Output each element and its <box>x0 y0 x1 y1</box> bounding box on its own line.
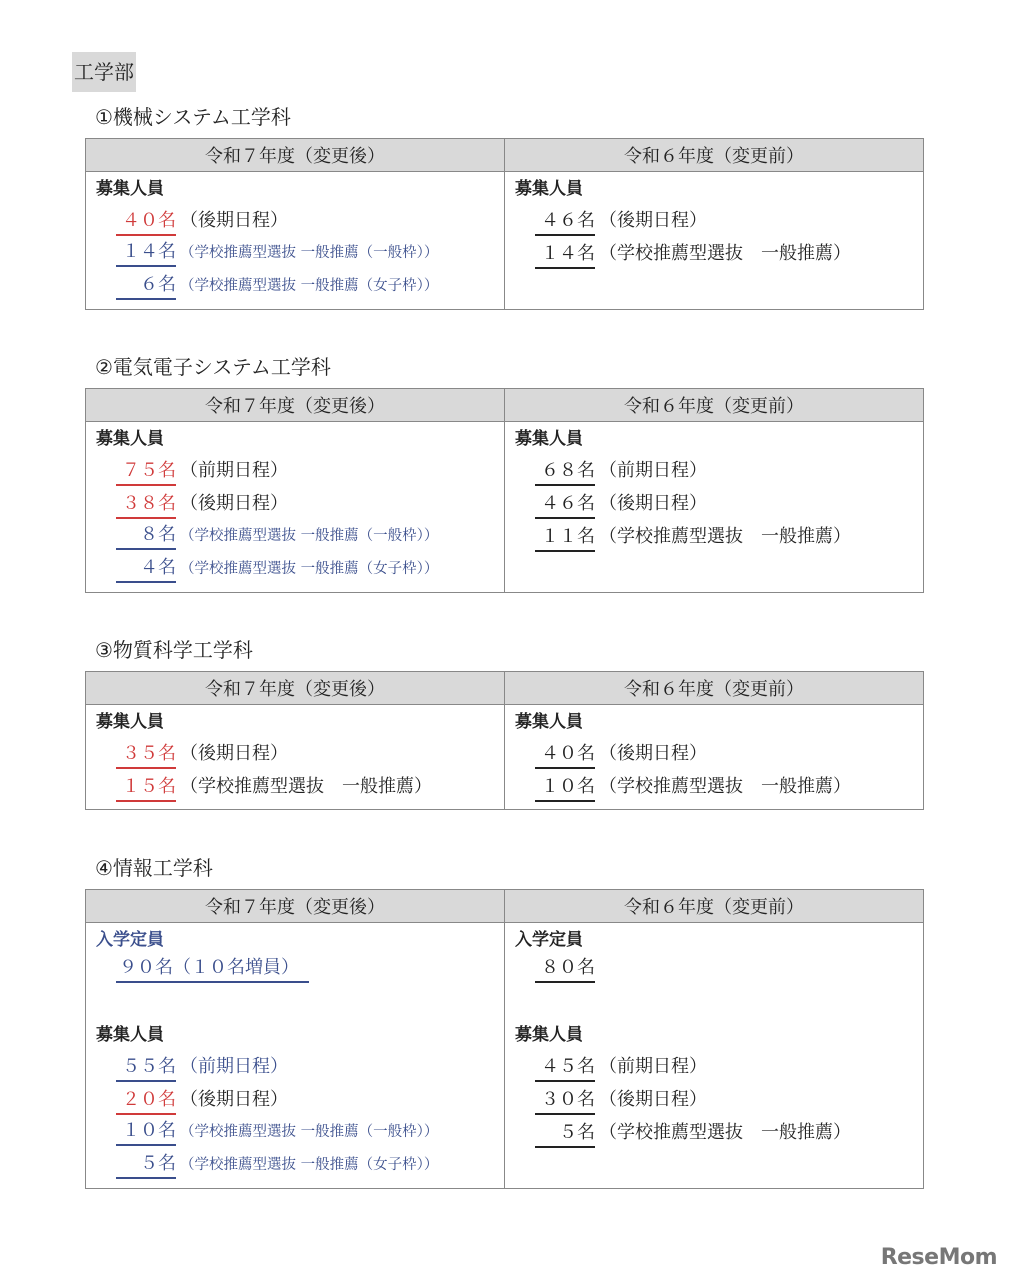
quota-number: ５名 <box>116 1151 176 1179</box>
header-old: 令和６年度（変更前） <box>505 672 924 705</box>
quota-row <box>515 454 923 487</box>
department-title: ④情報工学科 <box>95 856 213 880</box>
group-heading: 募集人員 <box>515 179 583 199</box>
quota-label: （学校推薦型選抜 一般推薦（女子枠）） <box>180 1157 439 1173</box>
quota-row <box>96 204 504 237</box>
quota-number: ９０名（１０名増員） <box>116 955 309 983</box>
quota-label: （学校推薦型選抜 一般推薦（一般枠）） <box>180 1124 439 1140</box>
comparison-table <box>85 671 924 810</box>
group-heading: 募集人員 <box>515 429 583 449</box>
quota-row <box>515 487 923 520</box>
quota-label: （学校推薦型選抜 一般推薦（一般枠）） <box>180 245 439 261</box>
quota-row <box>96 737 504 770</box>
quota-row <box>515 737 923 770</box>
header-old: 令和６年度（変更前） <box>505 389 924 422</box>
group-heading: 募集人員 <box>96 429 164 449</box>
quota-row <box>96 955 504 988</box>
quota-number: １０名 <box>116 1118 176 1146</box>
quota-number: ８名 <box>116 522 176 550</box>
quota-row <box>96 770 504 803</box>
quota-label: （前期日程） <box>180 460 288 481</box>
cell-new <box>86 923 505 1189</box>
quota-label: （学校推薦型選抜 一般推薦） <box>599 243 851 264</box>
quota-label: （学校推薦型選抜 一般推薦） <box>599 1122 851 1143</box>
quota-label: （後期日程） <box>599 210 707 231</box>
group-heading: 募集人員 <box>96 179 164 199</box>
quota-number: １４名 <box>535 241 595 269</box>
quota-row <box>515 770 923 803</box>
group-heading: 募集人員 <box>515 1025 583 1045</box>
header-old: 令和６年度（変更前） <box>505 139 924 172</box>
cell-old <box>505 705 924 810</box>
quota-number: ４名 <box>116 555 176 583</box>
department-title: ②電気電子システム工学科 <box>95 355 331 379</box>
quota-label: （後期日程） <box>599 743 707 764</box>
quota-number: １５名 <box>116 774 176 802</box>
cell-new <box>86 172 505 310</box>
group-heading: 募集人員 <box>96 1025 164 1045</box>
quota-row <box>515 237 923 270</box>
quota-label: （前期日程） <box>599 460 707 481</box>
quota-number: ４０名 <box>535 741 595 769</box>
quota-row <box>96 270 504 303</box>
quota-label: （学校推薦型選抜 一般推薦（女子枠）） <box>180 561 439 577</box>
quota-label: （後期日程） <box>599 1089 707 1110</box>
quota-label: （学校推薦型選抜 一般推薦） <box>599 526 851 547</box>
quota-label: （学校推薦型選抜 一般推薦） <box>180 776 432 797</box>
department-title: ①機械システム工学科 <box>95 105 291 129</box>
faculty-label: 工学部 <box>72 52 136 92</box>
cell-new <box>86 422 505 593</box>
cell-old <box>505 923 924 1189</box>
quota-label: （学校推薦型選抜 一般推薦） <box>599 776 851 797</box>
quota-number: ３５名 <box>116 741 176 769</box>
quota-number: １４名 <box>116 239 176 267</box>
quota-row <box>515 1050 923 1083</box>
department-title: ③物質科学工学科 <box>95 638 253 662</box>
group-heading: 入学定員 <box>515 930 583 950</box>
cell-new <box>86 705 505 810</box>
quota-number: ４６名 <box>535 208 595 236</box>
quota-number: １０名 <box>535 774 595 802</box>
quota-row <box>96 487 504 520</box>
header-old: 令和６年度（変更前） <box>505 890 924 923</box>
quota-row <box>96 520 504 553</box>
quota-row <box>96 1050 504 1083</box>
quota-row <box>96 553 504 586</box>
comparison-table <box>85 388 924 593</box>
quota-row <box>96 1149 504 1182</box>
quota-label: （学校推薦型選抜 一般推薦（女子枠）） <box>180 278 439 294</box>
quota-row <box>515 1083 923 1116</box>
quota-row <box>96 454 504 487</box>
header-new: 令和７年度（変更後） <box>86 672 505 705</box>
quota-number: ３０名 <box>535 1087 595 1115</box>
quota-number: ６名 <box>116 272 176 300</box>
quota-row <box>96 1083 504 1116</box>
quota-number: ８０名 <box>535 955 595 983</box>
quota-row <box>515 1116 923 1149</box>
quota-label: （後期日程） <box>180 493 288 514</box>
group-heading: 募集人員 <box>96 712 164 732</box>
quota-row <box>515 955 923 988</box>
resemom-logo: ReseMom <box>880 1245 997 1270</box>
quota-label: （後期日程） <box>180 210 288 231</box>
cell-old <box>505 422 924 593</box>
quota-label: （後期日程） <box>180 743 288 764</box>
comparison-table <box>85 889 924 1189</box>
header-new: 令和７年度（変更後） <box>86 139 505 172</box>
quota-number: １１名 <box>535 524 595 552</box>
quota-label: （後期日程） <box>599 493 707 514</box>
quota-number: ４０名 <box>116 208 176 236</box>
quota-number: ４５名 <box>535 1054 595 1082</box>
cell-old <box>505 172 924 310</box>
quota-number: ２０名 <box>116 1087 176 1115</box>
header-new: 令和７年度（変更後） <box>86 890 505 923</box>
quota-label: （後期日程） <box>180 1089 288 1110</box>
group-heading: 募集人員 <box>515 712 583 732</box>
quota-number: ４６名 <box>535 491 595 519</box>
quota-row <box>96 1116 504 1149</box>
quota-row <box>515 204 923 237</box>
quota-number: ５５名 <box>116 1054 176 1082</box>
comparison-table <box>85 138 924 310</box>
quota-label: （前期日程） <box>599 1056 707 1077</box>
quota-label: （学校推薦型選抜 一般推薦（一般枠）） <box>180 528 439 544</box>
quota-row <box>96 237 504 270</box>
group-heading: 入学定員 <box>96 930 164 950</box>
header-new: 令和７年度（変更後） <box>86 389 505 422</box>
quota-number: ３８名 <box>116 491 176 519</box>
quota-number: ７５名 <box>116 458 176 486</box>
quota-number: ５名 <box>535 1120 595 1148</box>
quota-row <box>515 520 923 553</box>
quota-label: （前期日程） <box>180 1056 288 1077</box>
quota-number: ６８名 <box>535 458 595 486</box>
